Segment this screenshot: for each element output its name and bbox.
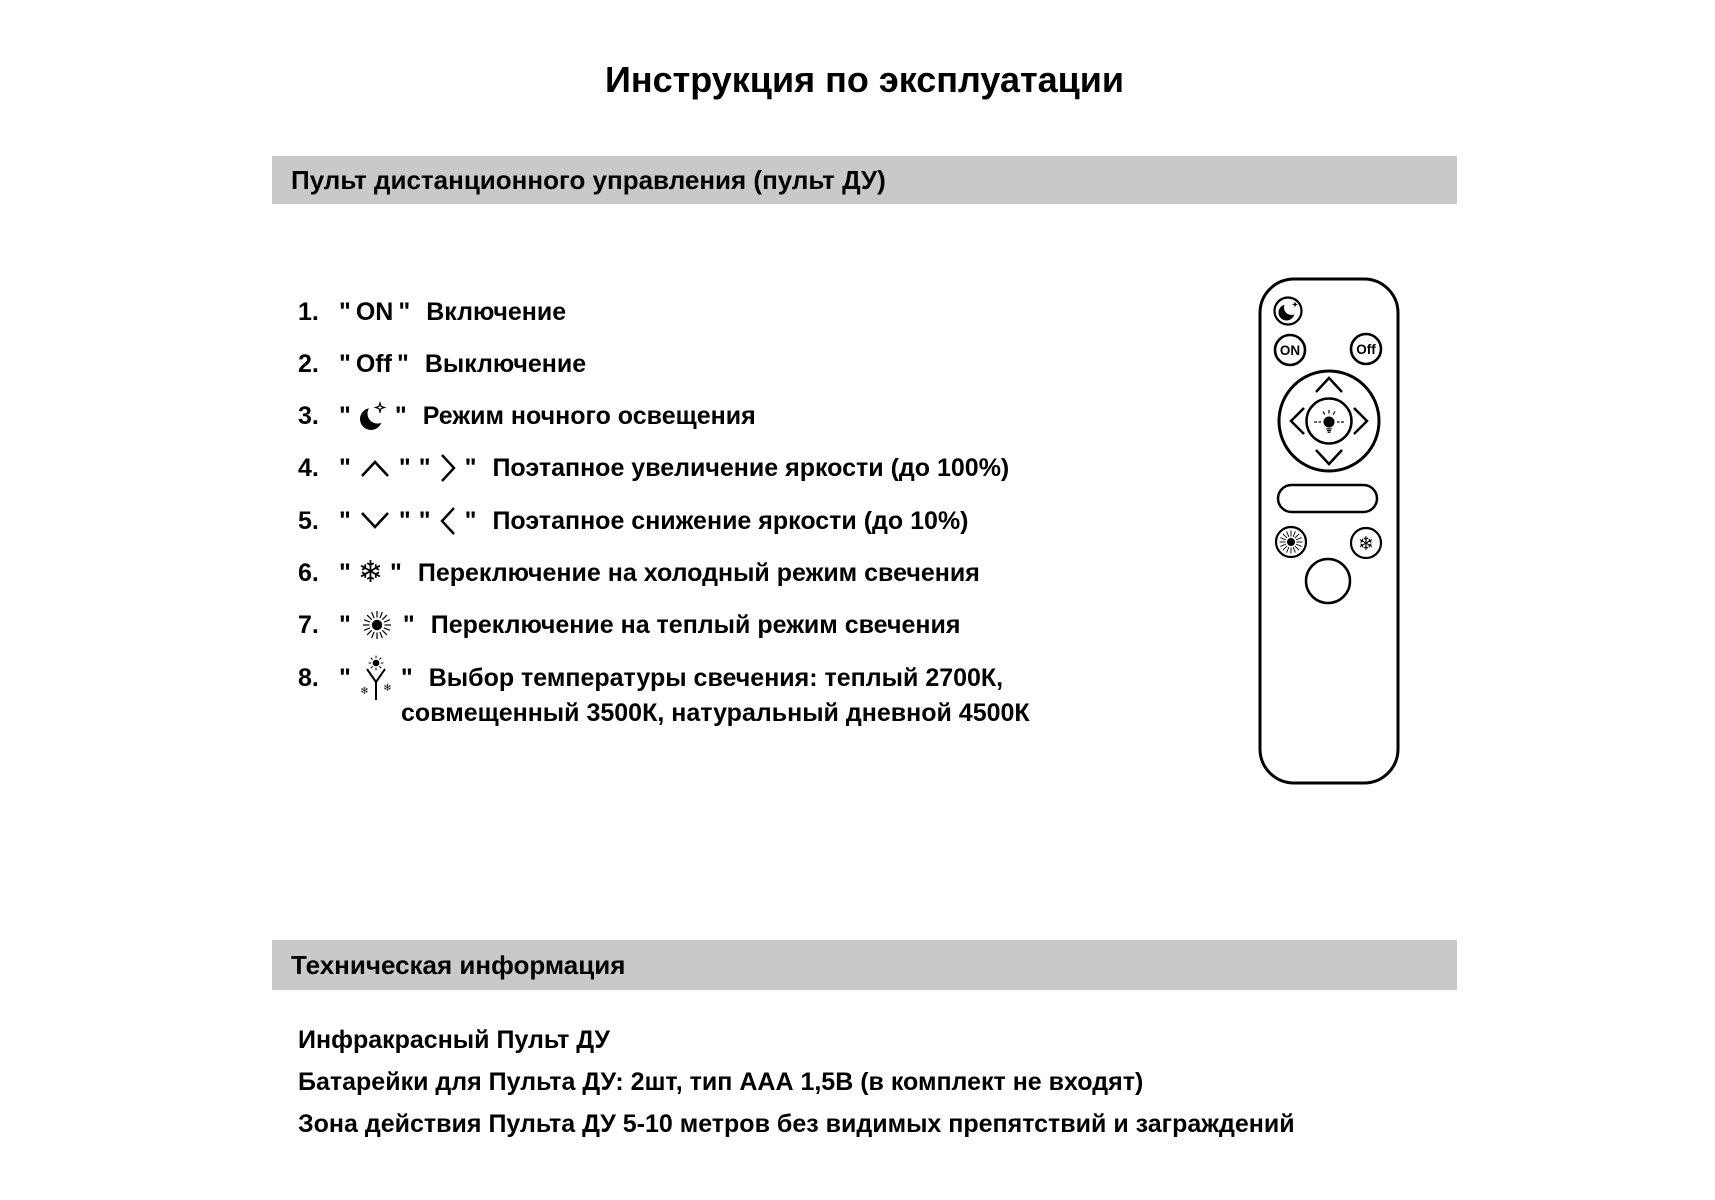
quote-mark: " bbox=[339, 663, 351, 692]
item-number: 5. bbox=[298, 507, 319, 535]
item-line bbox=[335, 290, 566, 334]
section-heading-remote bbox=[272, 156, 1457, 204]
quote-mark: " bbox=[464, 453, 477, 482]
sun-icon bbox=[1280, 531, 1303, 554]
button-label: ON bbox=[355, 297, 394, 326]
svg-text:❄: ❄ bbox=[383, 683, 392, 694]
item-number: 8. bbox=[298, 664, 319, 692]
snowflake-icon: ❄ bbox=[357, 555, 383, 590]
remote-illustration bbox=[1258, 277, 1400, 785]
item-content bbox=[335, 394, 756, 438]
item-content bbox=[335, 551, 980, 595]
remote-control-figure bbox=[1258, 277, 1400, 790]
color-temperature-icon bbox=[358, 655, 394, 701]
item-line bbox=[335, 499, 969, 543]
item-content bbox=[335, 656, 1030, 729]
item-line bbox=[335, 551, 980, 595]
item-description: Выключение bbox=[424, 349, 587, 378]
tech-info-line: Инфракрасный Пульт ДУ bbox=[298, 1026, 610, 1054]
quote-mark: " bbox=[398, 506, 411, 535]
instruction-item bbox=[298, 499, 969, 543]
section-heading-tech-label: Техническая информация bbox=[291, 949, 626, 980]
quote-mark: " bbox=[464, 506, 477, 535]
item-description: Режим ночного освещения bbox=[422, 401, 756, 430]
quote-mark: " bbox=[339, 401, 351, 430]
item-line bbox=[335, 446, 1009, 490]
item-content bbox=[335, 342, 586, 386]
chevron-down-icon bbox=[358, 508, 392, 534]
svg-text:❄: ❄ bbox=[360, 686, 369, 697]
item-content bbox=[335, 499, 969, 543]
instruction-item bbox=[298, 394, 756, 438]
item-text-line2: совмещенный 3500К, натуральный дневной 4500К bbox=[401, 699, 1030, 727]
tech-info-line: Зона действия Пульта ДУ 5-10 метров без видимых препятствий и заграждений bbox=[298, 1110, 1295, 1138]
chevron-left-icon bbox=[438, 503, 458, 539]
instruction-item bbox=[298, 603, 960, 647]
instruction-item bbox=[298, 342, 586, 386]
quote-mark: " bbox=[398, 297, 411, 326]
svg-text:ON: ON bbox=[1279, 343, 1301, 358]
svg-text:Off: Off bbox=[1356, 342, 1376, 357]
instruction-item bbox=[298, 656, 1030, 729]
instruction-item bbox=[298, 290, 566, 334]
item-number: 7. bbox=[298, 611, 319, 639]
item-number: 1. bbox=[298, 298, 319, 326]
sun-icon bbox=[358, 606, 396, 644]
quote-mark: " bbox=[390, 558, 402, 587]
quote-mark: " bbox=[339, 297, 351, 326]
item-number: 2. bbox=[298, 350, 319, 378]
quote-mark: " bbox=[400, 663, 413, 692]
button-label: Off bbox=[355, 349, 392, 378]
snowflake-icon: ❄ bbox=[1358, 533, 1374, 555]
item-line bbox=[335, 656, 1030, 700]
quote-mark: " bbox=[418, 506, 431, 535]
chevron-up-icon bbox=[358, 455, 392, 481]
item-description: Выбор температуры свечения: теплый 2700К, bbox=[428, 663, 1004, 692]
quote-mark: " bbox=[339, 453, 351, 482]
quote-mark: " bbox=[339, 558, 351, 587]
quote-mark: " bbox=[394, 401, 407, 430]
item-description: Переключение на холодный режим свечения bbox=[417, 558, 980, 587]
item-number: 4. bbox=[298, 454, 319, 482]
page-title: Инструкция по эксплуатации bbox=[604, 59, 1125, 100]
moon-icon bbox=[358, 400, 388, 432]
chevron-right-icon bbox=[438, 450, 458, 486]
item-content bbox=[335, 446, 1009, 490]
quote-mark: " bbox=[339, 610, 351, 639]
section-heading-tech bbox=[272, 940, 1457, 990]
item-description: Поэтапное увеличение яркости (до 100%) bbox=[492, 453, 1010, 482]
quote-mark: " bbox=[402, 610, 415, 639]
instruction-item bbox=[298, 551, 980, 595]
instruction-item bbox=[298, 446, 1009, 490]
quote-mark: " bbox=[418, 453, 431, 482]
section-heading-remote-label: Пульт дистанционного управления (пульт ДУ) bbox=[291, 164, 886, 195]
item-line bbox=[335, 603, 960, 647]
item-description: Поэтапное снижение яркости (до 10%) bbox=[492, 506, 969, 535]
tech-info-line: Батарейки для Пульта ДУ: 2шт, тип ААА 1,5В (в комплект не входят) bbox=[298, 1068, 1144, 1096]
item-line bbox=[335, 394, 756, 438]
quote-mark: " bbox=[339, 349, 351, 378]
item-number: 3. bbox=[298, 402, 319, 430]
item-line bbox=[335, 342, 586, 386]
quote-mark: " bbox=[396, 349, 409, 378]
item-content bbox=[335, 603, 960, 647]
item-description: Включение bbox=[426, 297, 567, 326]
quote-mark: " bbox=[339, 506, 351, 535]
item-number: 6. bbox=[298, 559, 319, 587]
quote-mark: " bbox=[398, 453, 411, 482]
item-description: Переключение на теплый режим свечения bbox=[430, 610, 961, 639]
item-content bbox=[335, 290, 566, 334]
warm-mode-button bbox=[1276, 527, 1306, 557]
